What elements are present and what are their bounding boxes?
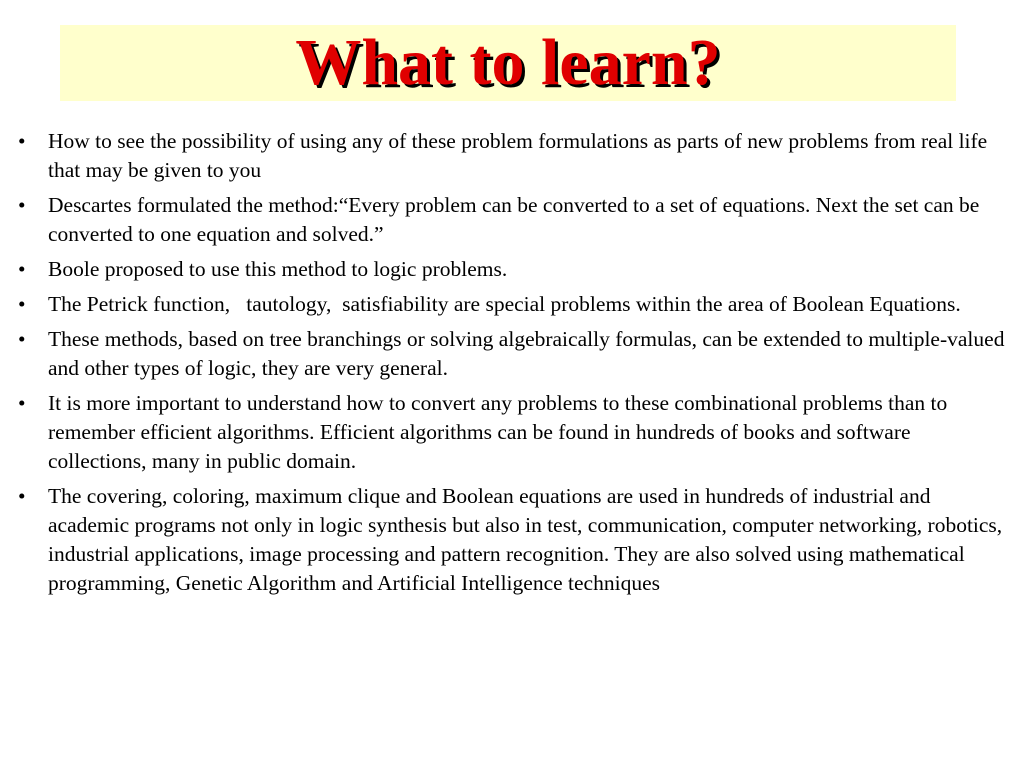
bullet-text: It is more important to understand how to convert any problems to these combinational problems than to remember efficient algorithms. Efficient algorithms can be found in hundreds of books and software collections, many in public domain. <box>48 391 948 473</box>
title-banner <box>60 25 956 101</box>
bullet-icon: • <box>18 292 26 316</box>
bullet-item <box>18 191 1014 249</box>
bullet-text: The Petrick function, tautology, satisfiability are special problems within the area of Boolean Equations. <box>48 292 961 316</box>
bullet-item <box>18 482 1014 598</box>
bullet-icon: • <box>18 391 26 415</box>
bullet-item <box>18 389 1014 476</box>
slide-title: What to learn? <box>295 26 721 99</box>
bullet-item <box>18 290 1014 319</box>
bullet-list <box>18 127 1014 604</box>
bullet-icon: • <box>18 327 26 351</box>
bullet-item <box>18 325 1014 383</box>
bullet-icon: • <box>18 193 26 217</box>
bullet-item <box>18 127 1014 185</box>
bullet-text: These methods, based on tree branchings or solving algebraically formulas, can be extended to multiple-valued and other types of logic, they are very general. <box>48 327 1005 380</box>
bullet-icon: • <box>18 484 26 508</box>
bullet-text: Descartes formulated the method:“Every problem can be converted to a set of equations. Next the set can be converted to one equation and solved.” <box>48 193 980 246</box>
bullet-icon: • <box>18 257 26 281</box>
bullet-text: The covering, coloring, maximum clique and Boolean equations are used in hundreds of industrial and academic programs not only in logic synthesis but also in test, communication, computer networking, robotics, industrial applications, image processing and pattern recognition. They are also solved using mathematical programming, Genetic Algorithm and Artificial Intelligence techniques <box>48 484 1003 595</box>
bullet-item <box>18 255 1014 284</box>
bullet-icon: • <box>18 129 26 153</box>
bullet-text: Boole proposed to use this method to logic problems. <box>48 257 508 281</box>
bullet-text: How to see the possibility of using any of these problem formulations as parts of new problems from real life that may be given to you <box>48 129 988 182</box>
